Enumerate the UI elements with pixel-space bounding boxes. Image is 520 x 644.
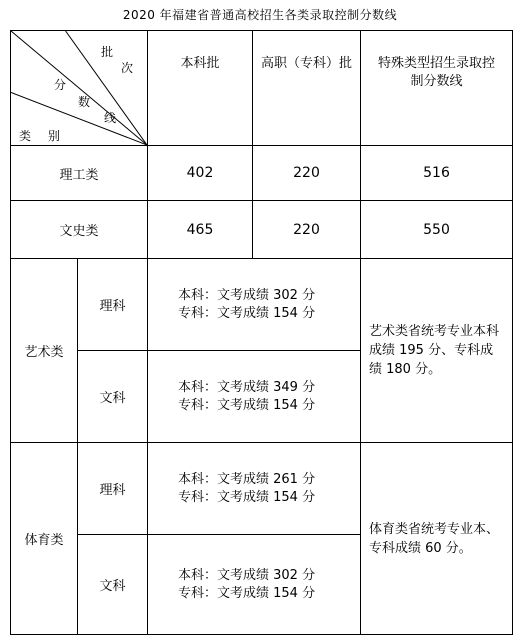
diag-label-bie: 别 [48, 129, 61, 143]
diag-label-lei: 类 [19, 129, 32, 143]
art-sub-like: 理科 [78, 259, 148, 351]
art-note: 艺术类省统考专业本科成绩 195 分、专科成绩 180 分。 [361, 259, 513, 443]
page-title: 2020 年福建省普通高校招生各类录取控制分数线 [122, 8, 398, 22]
art-like-benke: 本科：文考成绩 302 分 [178, 287, 316, 303]
diag-label-pi: 批 [101, 45, 114, 59]
diag-label-xian: 线 [104, 111, 117, 125]
art-wenke-benke: 本科：文考成绩 349 分 [178, 379, 316, 395]
sport-like-benke: 本科：文考成绩 261 分 [178, 471, 316, 487]
art-wenke-zhuanke: 专科：文考成绩 154 分 [178, 397, 316, 413]
diagonal-header-cell [11, 31, 148, 146]
sport-like-scores [148, 443, 361, 535]
row-label-wenshi: 文史类 [11, 201, 148, 259]
sport-like-zhuanke: 专科：文考成绩 154 分 [178, 489, 316, 505]
cell-ligong-benke: 402 [148, 146, 253, 201]
col-header-gaozhi: 高职（专科）批 [253, 31, 361, 146]
row-label-art: 艺术类 [11, 259, 78, 443]
score-table [10, 30, 513, 635]
table-row [11, 146, 513, 201]
diag-label-fen: 分 [54, 78, 67, 92]
table-row [11, 443, 513, 535]
table-row [11, 259, 513, 351]
cell-wenshi-benke: 465 [148, 201, 253, 259]
sport-sub-wenke: 文科 [78, 535, 148, 635]
art-like-zhuanke: 专科：文考成绩 154 分 [178, 305, 316, 321]
table-row [11, 201, 513, 259]
sport-wenke-scores [148, 535, 361, 635]
row-label-sport: 体育类 [11, 443, 78, 635]
sport-wenke-zhuanke: 专科：文考成绩 154 分 [178, 585, 316, 601]
header-row [11, 31, 513, 146]
diagonal-lines [11, 31, 147, 145]
cell-wenshi-special: 550 [361, 201, 513, 259]
row-label-ligong: 理工类 [11, 146, 148, 201]
sport-sub-like: 理科 [78, 443, 148, 535]
col-header-benke: 本科批 [148, 31, 253, 146]
sport-note: 体育类省统考专业本、专科成绩 60 分。 [361, 443, 513, 635]
cell-wenshi-gaozhi: 220 [253, 201, 361, 259]
art-sub-wenke: 文科 [78, 351, 148, 443]
sport-wenke-benke: 本科：文考成绩 302 分 [178, 567, 316, 583]
col-header-special: 特殊类型招生录取控制分数线 [361, 31, 513, 146]
diag-label-shu: 数 [78, 95, 91, 109]
diag-label-ci: 次 [121, 61, 134, 75]
cell-ligong-gaozhi: 220 [253, 146, 361, 201]
diagonal-header [11, 31, 147, 145]
art-wenke-scores [148, 351, 361, 443]
art-like-scores [148, 259, 361, 351]
cell-ligong-special: 516 [361, 146, 513, 201]
